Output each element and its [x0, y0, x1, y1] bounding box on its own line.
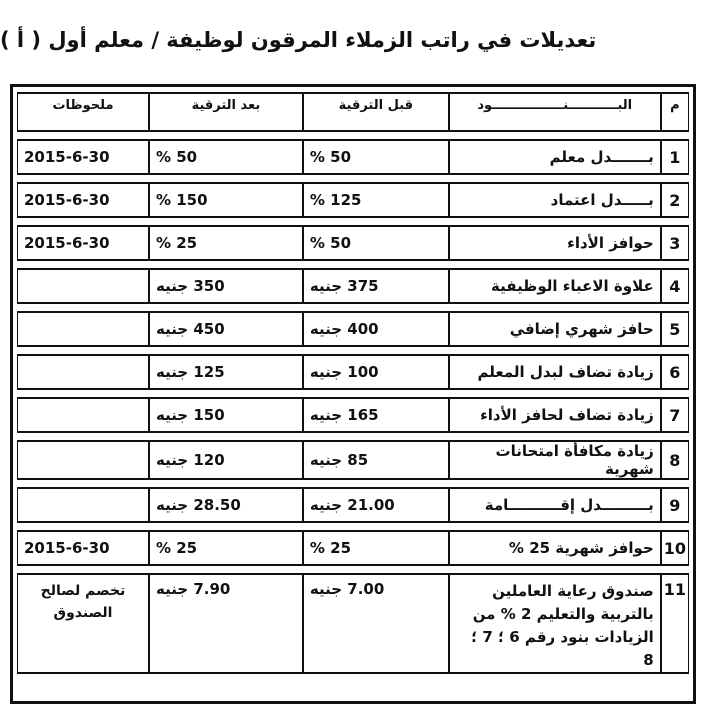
row-item: بـــــــــدل إقــــــــــامة: [449, 487, 661, 523]
title-main: تعديلات في راتب الزملاء المرقون لوظيفة /: [151, 28, 597, 52]
row-notes: [17, 397, 149, 433]
row-after: 50 %: [149, 139, 303, 175]
row-before: 100 جنيه: [303, 354, 449, 390]
table-row: [17, 354, 689, 390]
table-row: [17, 487, 689, 523]
row-number: 2: [661, 182, 689, 218]
table-row: [17, 225, 689, 261]
table-row: [17, 182, 689, 218]
row-after: 450 جنيه: [149, 311, 303, 347]
page-title: [0, 28, 690, 52]
table-row: [17, 311, 689, 347]
salary-table: [17, 85, 689, 681]
row-before: 25 %: [303, 530, 449, 566]
table-row: [17, 139, 689, 175]
row-before: 125 %: [303, 182, 449, 218]
row-after: 25 %: [149, 225, 303, 261]
table-row: [17, 440, 689, 480]
row-number: 10: [661, 530, 689, 566]
row-after: 7.90 جنيه: [149, 573, 303, 674]
row-number: 5: [661, 311, 689, 347]
row-item: بـــــدل اعتماد: [449, 182, 661, 218]
row-before: 7.00 جنيه: [303, 573, 449, 674]
row-number: 9: [661, 487, 689, 523]
table-row: [17, 268, 689, 304]
row-before: 21.00 جنيه: [303, 487, 449, 523]
row-after: 25 %: [149, 530, 303, 566]
row-before: 85 جنيه: [303, 440, 449, 480]
row-notes: [17, 487, 149, 523]
row-number: 6: [661, 354, 689, 390]
row-item: زيادة تضاف لبدل المعلم: [449, 354, 661, 390]
row-notes: 2015-6-30: [17, 530, 149, 566]
row-number: 7: [661, 397, 689, 433]
row-item: بـــــــدل معلم: [449, 139, 661, 175]
row-notes: [17, 440, 149, 480]
table-row: [17, 573, 689, 674]
row-item: حافز شهري إضافي: [449, 311, 661, 347]
table-header-row: [17, 92, 689, 132]
row-before: 165 جنيه: [303, 397, 449, 433]
row-notes: [17, 311, 149, 347]
row-after: 350 جنيه: [149, 268, 303, 304]
row-after: 125 جنيه: [149, 354, 303, 390]
row-number: 4: [661, 268, 689, 304]
row-item: زيادة تضاف لحافز الأداء: [449, 397, 661, 433]
row-item: علاوة الاعباء الوظيفية: [449, 268, 661, 304]
row-after: 150 جنيه: [149, 397, 303, 433]
row-item: [449, 573, 661, 674]
header-notes: ملحوظات: [17, 92, 149, 132]
header-after: بعد الترقية: [149, 92, 303, 132]
row-number: 3: [661, 225, 689, 261]
row-notes: 2015-6-30: [17, 182, 149, 218]
table-row: [17, 530, 689, 566]
row-number: 11: [661, 573, 689, 674]
row-before: 375 جنيه: [303, 268, 449, 304]
row-after: 120 جنيه: [149, 440, 303, 480]
table-row: [17, 397, 689, 433]
row-item-line: الزيادات بنود رقم 6 ؛ 7 ؛ 8: [471, 628, 654, 669]
row-item: حوافز الأداء: [449, 225, 661, 261]
row-item-line: بالتربية والتعليم 2 % من: [472, 605, 654, 623]
row-item: زيادة مكافأة امتحانات شهرية: [449, 440, 661, 480]
row-before: 400 جنيه: [303, 311, 449, 347]
title-role: معلم أول ( أ ): [0, 28, 145, 52]
header-before: قبل الترقية: [303, 92, 449, 132]
row-before: 50 %: [303, 225, 449, 261]
row-after: 150 %: [149, 182, 303, 218]
row-notes: 2015-6-30: [17, 225, 149, 261]
header-no: م: [661, 92, 689, 132]
header-item: البـــــــــــنــــــــــــــــود: [449, 92, 661, 132]
row-before: 50 %: [303, 139, 449, 175]
row-item-line: صندوق رعاية العاملين: [492, 582, 654, 600]
salary-table-frame: [10, 84, 696, 704]
row-notes: [17, 354, 149, 390]
row-number: 1: [661, 139, 689, 175]
row-number: 8: [661, 440, 689, 480]
row-notes: 2015-6-30: [17, 139, 149, 175]
row-notes: [17, 268, 149, 304]
row-after: 28.50 جنيه: [149, 487, 303, 523]
row-notes: [17, 573, 149, 674]
row-notes-line: تخصم لصالح: [40, 583, 126, 599]
row-item: حوافز شهرية 25 %: [449, 530, 661, 566]
row-notes-line: الصندوق: [53, 605, 113, 621]
